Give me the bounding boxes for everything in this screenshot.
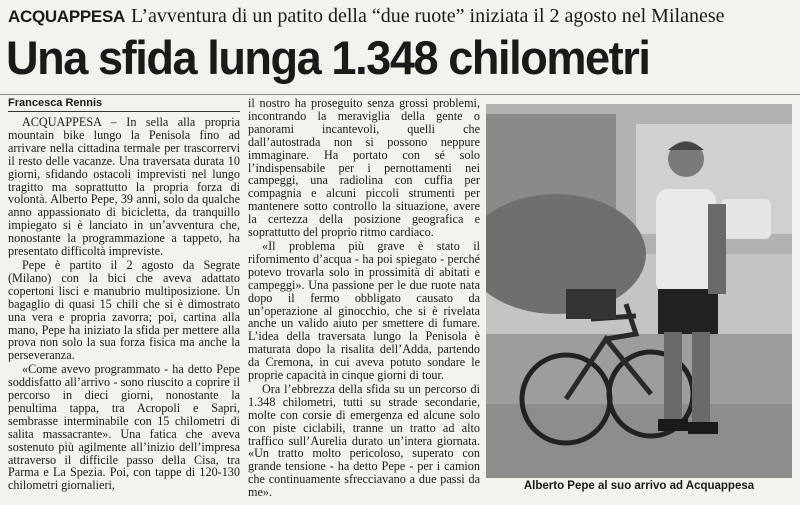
article-column-1 xyxy=(8,116,240,502)
paragraph: «Il problema più grave è stato il rifornimento d’acqua - ha poi spiegato - perché potevo trovarla solo in prossimità di abitati e campeggi». Una passione per le due ruote nata dopo il fermo obbligato causato da un’operazione al ginocchio, che si è rivelata anche un valido aiuto per smettere di fumare. L’idea della traversata lungo la Penisola è maturata dopo la risalita dell’Adda, partendo da Cremona, in cui aveva potuto sondare le proprie capacità in cinque giorni di tour. xyxy=(248,238,480,383)
divider xyxy=(0,94,800,95)
article-column-2 xyxy=(248,97,480,502)
kicker-place: ACQUAPPESA xyxy=(8,7,125,26)
photo-caption: Alberto Pepe al suo arrivo ad Acquappesa xyxy=(523,480,755,492)
paragraph: «Come avevo programmato - ha detto Pepe soddisfatto all’arrivo - sono riuscito a coprire il percorso in dieci giorni, nonostante la penultima tappa, tra Acropoli e Sapri, sembrasse interminabile con 15 chilometri di salita massacrante». Una fatica che aveva sostenuto più agilmente all’inizio dell’impresa attraverso il difficile passo della Cisa, tra Parma e La Spezia. Poi, con tappe di 120-130 chilometri giornalieri, xyxy=(8,362,240,493)
byline: Francesca Rennis xyxy=(8,97,240,112)
paragraph: Pepe è partito il 2 agosto da Segrate (Milano) con la bici che aveva adattato copertoni lisci e manubrio multiposizione. Un bagaglio di quasi 15 chili che si è dimostrato una vera e propria zavorra; poi, cartina alla mano, Pepe ha iniziato la sfida per mettere alla prova non solo la sua forza fisica ma anche la perseveranza. xyxy=(8,257,240,363)
headline: Una sfida lunga 1.348 chilometri xyxy=(6,31,650,84)
paragraph: il nostro ha proseguito senza grossi problemi, incontrando la meraviglia della gente o panorami incantevoli, quelli che dall’autostrada non si possono neppure immaginare. Ha portato con sé solo l’indispensabile per i pernottamenti nei campeggi, una radiolina con cuffia per compagnia e alcuni piccoli strumenti per mantenere sotto controllo la situazione, avere la certezza della posizione geografica e soprattutto del proprio ritmo cardiaco. xyxy=(248,97,480,240)
kicker-subtitle: L’avventura di un patito della “due ruote” iniziata il 2 agosto nel Milanese xyxy=(130,5,725,27)
cyclist-photo-illustration xyxy=(486,104,792,478)
paragraph: Ora l’ebbrezza della sfida su un percorso di 1.348 chilometri, tutti su strade secondarie, molte con corsie di emergenza ed alcune solo con piste ciclabili, tranne un tratto ad alto traffico sull’Aurelia durato un’intera giornata. «Un tratto molto pericoloso, superato con grande tensione - ha detto Pepe - per i camion che continuamente sfrecciavano a due passi da me». xyxy=(248,381,480,500)
paragraph: ACQUAPPESA – In sella alla propria mountain bike lungo la Penisola fino ad arrivare nella cittadina termale per trascorrervi il resto delle vacanze. Una traversata durata 10 giorni, sfidando ostacoli imprevisti nel lungo tragitto ma soprattutto la propria forza di volontà. Alberto Pepe, 39 anni, solo da qualche anno appassionato di bicicletta, da tranquillo impiegato si è lanciato in un’avventura che, nonostante la programmazione a tappeto, ha presentato difficoltà impreviste. xyxy=(8,116,240,259)
kicker xyxy=(8,2,798,31)
cyclist-photo xyxy=(486,104,792,478)
